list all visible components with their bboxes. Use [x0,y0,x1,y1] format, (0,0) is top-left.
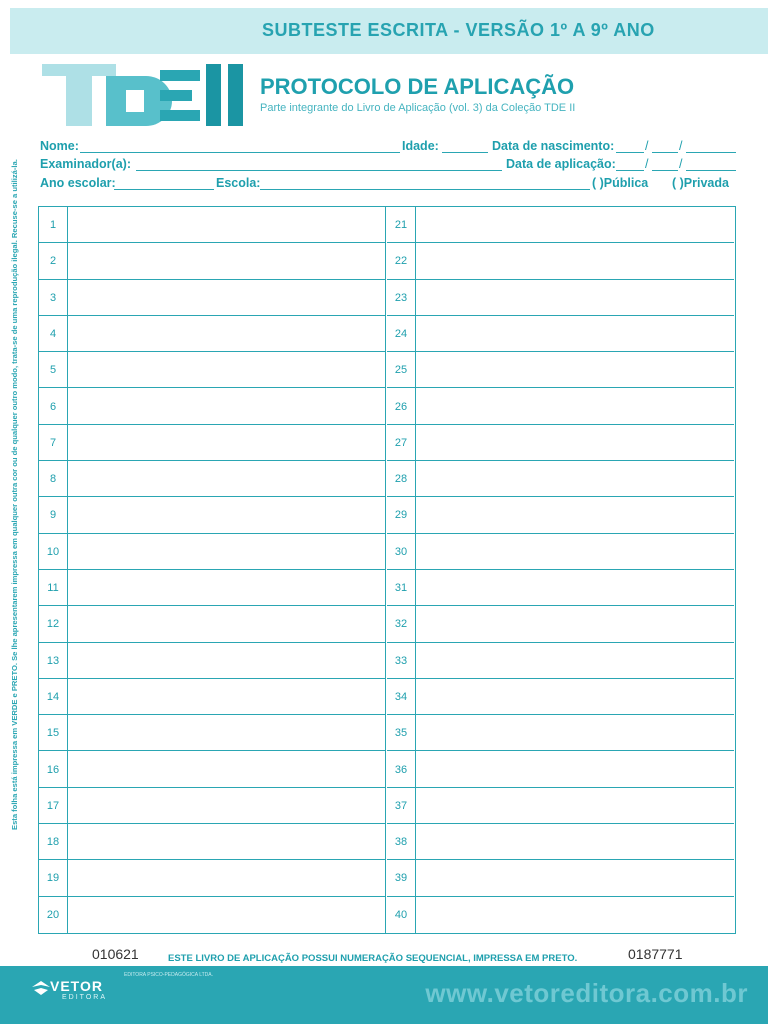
checkbox-privada[interactable]: ( )Privada [672,176,729,190]
answer-field-6[interactable] [67,389,385,425]
label-data-aplicacao: Data de aplicação: [506,157,616,171]
answer-field-16[interactable] [67,752,385,788]
date-slash: / [679,157,683,171]
answer-field-25[interactable] [415,352,734,388]
answer-field-12[interactable] [67,606,385,642]
label-ano-escolar: Ano escolar: [40,176,116,190]
answer-field-15[interactable] [67,715,385,751]
nascimento-year-field[interactable] [686,152,736,153]
row-number: 34 [394,690,408,703]
answer-field-5[interactable] [67,352,385,388]
publisher-name: EDITORA PSICO-PEDAGÓGICA LTDA. [124,972,214,978]
answer-field-11[interactable] [67,570,385,606]
row-number: 6 [49,400,57,413]
row-number: 15 [46,727,60,740]
row-number: 13 [46,654,60,667]
nome-field[interactable] [80,152,400,153]
row-number: 31 [394,582,408,594]
answer-field-1[interactable] [67,207,385,243]
tde-logo [42,64,250,126]
row-number: 33 [394,654,408,667]
ano-escolar-field[interactable] [114,189,214,190]
column-divider [385,207,386,933]
row-number: 16 [46,763,60,776]
answer-field-32[interactable] [415,606,734,642]
row-number: 18 [46,836,60,849]
answer-field-17[interactable] [67,788,385,824]
vetor-logo-icon [32,981,50,995]
label-data-nascimento: Data de nascimento: [492,139,615,153]
row-number: 32 [394,618,408,631]
answer-field-40[interactable] [415,897,734,933]
answer-field-26[interactable] [415,389,734,425]
answer-field-4[interactable] [67,316,385,352]
row-number: 23 [394,291,408,304]
answer-field-2[interactable] [67,243,385,279]
answer-field-24[interactable] [415,316,734,352]
row-number: 7 [49,436,57,449]
row-number: 35 [394,727,408,740]
row-number: 2 [49,255,57,268]
row-number: 4 [49,327,57,340]
answer-field-8[interactable] [67,461,385,497]
sequential-notice: ESTE LIVRO DE APLICAÇÃO POSSUI NUMERAÇÃO SEQUENCIAL, IMPRESSA EM PRETO. [168,953,578,964]
website-link[interactable]: www.vetoreditora.com.br [425,978,748,1008]
row-number: 11 [47,582,59,594]
row-number: 14 [46,690,60,703]
answer-field-21[interactable] [415,207,734,243]
answer-field-27[interactable] [415,425,734,461]
protocol-description: Parte integrante do Livro de Aplicação (vol. 3) da Coleção TDE II [260,102,576,114]
publisher-info [124,972,213,979]
row-number: 9 [49,509,57,522]
row-number: 37 [394,799,408,812]
row-number: 8 [49,473,57,486]
serial-number-left: 010621 [92,946,139,962]
escola-field[interactable] [260,189,590,190]
label-idade: Idade: [402,139,439,153]
row-number: 28 [394,473,408,486]
answer-field-23[interactable] [415,280,734,316]
row-number: 24 [394,327,408,340]
vetor-brand: VETOR [50,978,103,994]
date-slash: / [679,139,683,153]
row-number: 17 [46,799,60,812]
subtest-title: SUBTESTE ESCRITA - VERSÃO 1º A 9º ANO [262,20,655,40]
row-number: 1 [49,219,57,231]
aplicacao-day-field[interactable] [616,170,644,171]
protocol-title: PROTOCOLO DE APLICAÇÃO [260,74,575,99]
vetor-brand-sub: EDITORA [62,994,107,1001]
nascimento-day-field[interactable] [616,152,644,153]
aplicacao-month-field[interactable] [652,170,678,171]
answer-field-19[interactable] [67,860,385,896]
answer-field-7[interactable] [67,425,385,461]
row-number: 25 [394,364,408,377]
examinador-field[interactable] [136,170,502,171]
answer-field-38[interactable] [415,824,734,860]
answer-field-20[interactable] [67,897,385,933]
answer-field-13[interactable] [67,643,385,679]
row-number: 29 [394,509,408,522]
answer-field-39[interactable] [415,860,734,896]
answer-field-9[interactable] [67,497,385,533]
answer-field-30[interactable] [415,534,734,570]
row-number: 19 [46,872,60,885]
answer-field-22[interactable] [415,243,734,279]
answer-field-36[interactable] [415,752,734,788]
answer-field-18[interactable] [67,824,385,860]
row-number: 3 [49,291,57,304]
answer-field-33[interactable] [415,643,734,679]
row-number: 27 [394,436,408,449]
row-number: 26 [394,400,408,413]
row-number: 21 [394,219,408,231]
row-number: 10 [46,545,60,558]
answer-field-31[interactable] [415,570,734,606]
answer-field-10[interactable] [67,534,385,570]
label-nome: Nome: [40,139,79,153]
idade-field[interactable] [442,152,488,153]
row-number: 12 [46,618,60,631]
date-slash: / [645,157,649,171]
answer-field-3[interactable] [67,280,385,316]
serial-number-right: 0187771 [628,946,683,962]
answer-grid [38,206,736,934]
label-escola: Escola: [216,176,261,190]
row-number: 30 [394,545,408,558]
row-number: 39 [394,872,408,885]
checkbox-publica[interactable]: ( )Pública [592,176,649,190]
date-slash: / [645,139,649,153]
row-number: 36 [394,763,408,776]
nascimento-month-field[interactable] [652,152,678,153]
row-number: 40 [394,908,408,921]
answer-field-14[interactable] [67,679,385,715]
row-number: 38 [394,836,408,849]
row-number: 5 [49,364,57,377]
row-number: 22 [394,255,408,268]
answer-field-35[interactable] [415,715,734,751]
answer-field-29[interactable] [415,497,734,533]
answer-field-28[interactable] [415,461,734,497]
answer-field-34[interactable] [415,679,734,715]
answer-field-37[interactable] [415,788,734,824]
row-number: 20 [46,908,60,921]
label-examinador: Examinador(a): [40,157,131,171]
aplicacao-year-field[interactable] [686,170,736,171]
